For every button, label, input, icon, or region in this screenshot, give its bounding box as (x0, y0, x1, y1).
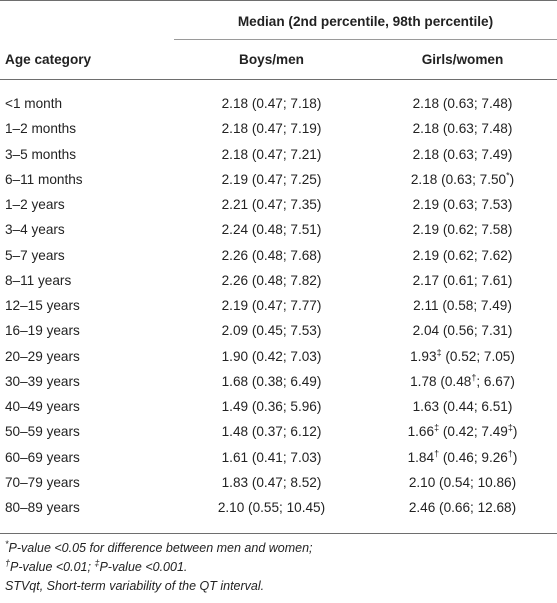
table-cell-girls-women: 2.46 (0.66; 12.68) (408, 500, 517, 515)
table-cell-girls-women: 2.18 (0.63; 7.50*) (410, 170, 515, 187)
table-cell-boys-men: 1.61 (0.41; 7.03) (221, 450, 322, 465)
table-cell-girls-women: 1.78 (0.48†; 6.67) (410, 372, 515, 389)
table-cell-age-category: 3–4 years (5, 222, 65, 237)
table-cell-age-category: 30–39 years (5, 374, 80, 389)
table-cell-age-category: 60–69 years (5, 450, 80, 465)
table-cell-girls-women: 2.18 (0.63; 7.49) (412, 147, 513, 162)
table-cell-age-category: 50–59 years (5, 424, 80, 439)
table-cell-age-category: 8–11 years (5, 273, 72, 288)
table-cell-boys-men: 2.26 (0.48; 7.82) (221, 273, 322, 288)
table-cell-boys-men: 1.68 (0.38; 6.49) (221, 374, 322, 389)
table-cell-girls-women: 2.10 (0.54; 10.86) (408, 475, 517, 490)
table-cell-boys-men: 2.19 (0.47; 7.77) (221, 298, 322, 313)
table-cell-boys-men: 2.18 (0.47; 7.19) (221, 121, 322, 136)
table-cell-age-category: 1–2 months (5, 121, 77, 136)
table-cell-boys-men: 1.83 (0.47; 8.52) (221, 475, 322, 490)
table-cell-boys-men: 1.90 (0.42; 7.03) (221, 349, 322, 364)
table-cell-boys-men: 2.24 (0.48; 7.51) (221, 222, 322, 237)
table-cell-girls-women: 2.18 (0.63; 7.48) (412, 96, 513, 111)
table-cell-girls-women: 1.63 (0.44; 6.51) (412, 399, 513, 414)
table-cell-age-category: <1 month (5, 96, 63, 111)
table-cell-age-category: 3–5 months (5, 147, 77, 162)
table-cell-boys-men: 2.19 (0.47; 7.25) (221, 172, 322, 187)
header-girls-women: Girls/women (421, 52, 504, 67)
table-cell-girls-women: 2.17 (0.61; 7.61) (412, 273, 513, 288)
table-cell-girls-women: 2.19 (0.62; 7.62) (412, 248, 513, 263)
table-cell-age-category: 20–29 years (5, 349, 80, 364)
table-cell-girls-women: 2.19 (0.62; 7.58) (412, 222, 513, 237)
group-header: Median (2nd percentile, 98th percentile) (237, 14, 494, 29)
table-cell-girls-women: 2.18 (0.63; 7.48) (412, 121, 513, 136)
table-cell-boys-men: 2.09 (0.45; 7.53) (221, 323, 322, 338)
table-top-rule (0, 0, 557, 1)
table-cell-boys-men: 2.18 (0.47; 7.21) (221, 147, 322, 162)
table-cell-age-category: 1–2 years (5, 197, 65, 212)
table-cell-boys-men: 1.49 (0.36; 5.96) (221, 399, 322, 414)
table-cell-age-category: 12–15 years (5, 298, 80, 313)
table-cell-age-category: 5–7 years (5, 248, 65, 263)
table-cell-age-category: 6–11 months (5, 172, 83, 187)
table-cell-girls-women: 1.66‡ (0.42; 7.49‡) (407, 422, 518, 439)
table-cell-age-category: 70–79 years (5, 475, 80, 490)
header-bottom-rule (0, 79, 557, 80)
table-cell-girls-women: 1.93‡ (0.52; 7.05) (410, 347, 515, 364)
header-age-category: Age category (5, 52, 92, 67)
table-bottom-rule (0, 533, 557, 534)
table-cell-girls-women: 1.84† (0.46; 9.26†) (407, 448, 518, 465)
group-header-rule (174, 39, 557, 40)
footnote-abbreviation: STVqt, Short-term variability of the QT interval. (5, 579, 265, 593)
table-cell-girls-women: 2.19 (0.63; 7.53) (412, 197, 513, 212)
table-cell-boys-men: 2.18 (0.47; 7.18) (221, 96, 322, 111)
table-cell-age-category: 40–49 years (5, 399, 80, 414)
table-cell-boys-men: 2.10 (0.55; 10.45) (217, 500, 326, 515)
table-cell-age-category: 80–89 years (5, 500, 80, 515)
table-cell-boys-men: 1.48 (0.37; 6.12) (221, 424, 322, 439)
footnote-significance-001: †P-value <0.01; ‡P-value <0.001. (5, 557, 188, 574)
table-cell-boys-men: 2.26 (0.48; 7.68) (221, 248, 322, 263)
table-cell-girls-women: 2.11 (0.58; 7.49) (413, 298, 512, 313)
table-cell-girls-women: 2.04 (0.56; 7.31) (412, 323, 513, 338)
footnote-significance-005: *P-value <0.05 for difference between men and women; (5, 538, 313, 555)
table-cell-age-category: 16–19 years (5, 323, 80, 338)
table-cell-boys-men: 2.21 (0.47; 7.35) (221, 197, 322, 212)
header-boys-men: Boys/men (239, 52, 304, 67)
